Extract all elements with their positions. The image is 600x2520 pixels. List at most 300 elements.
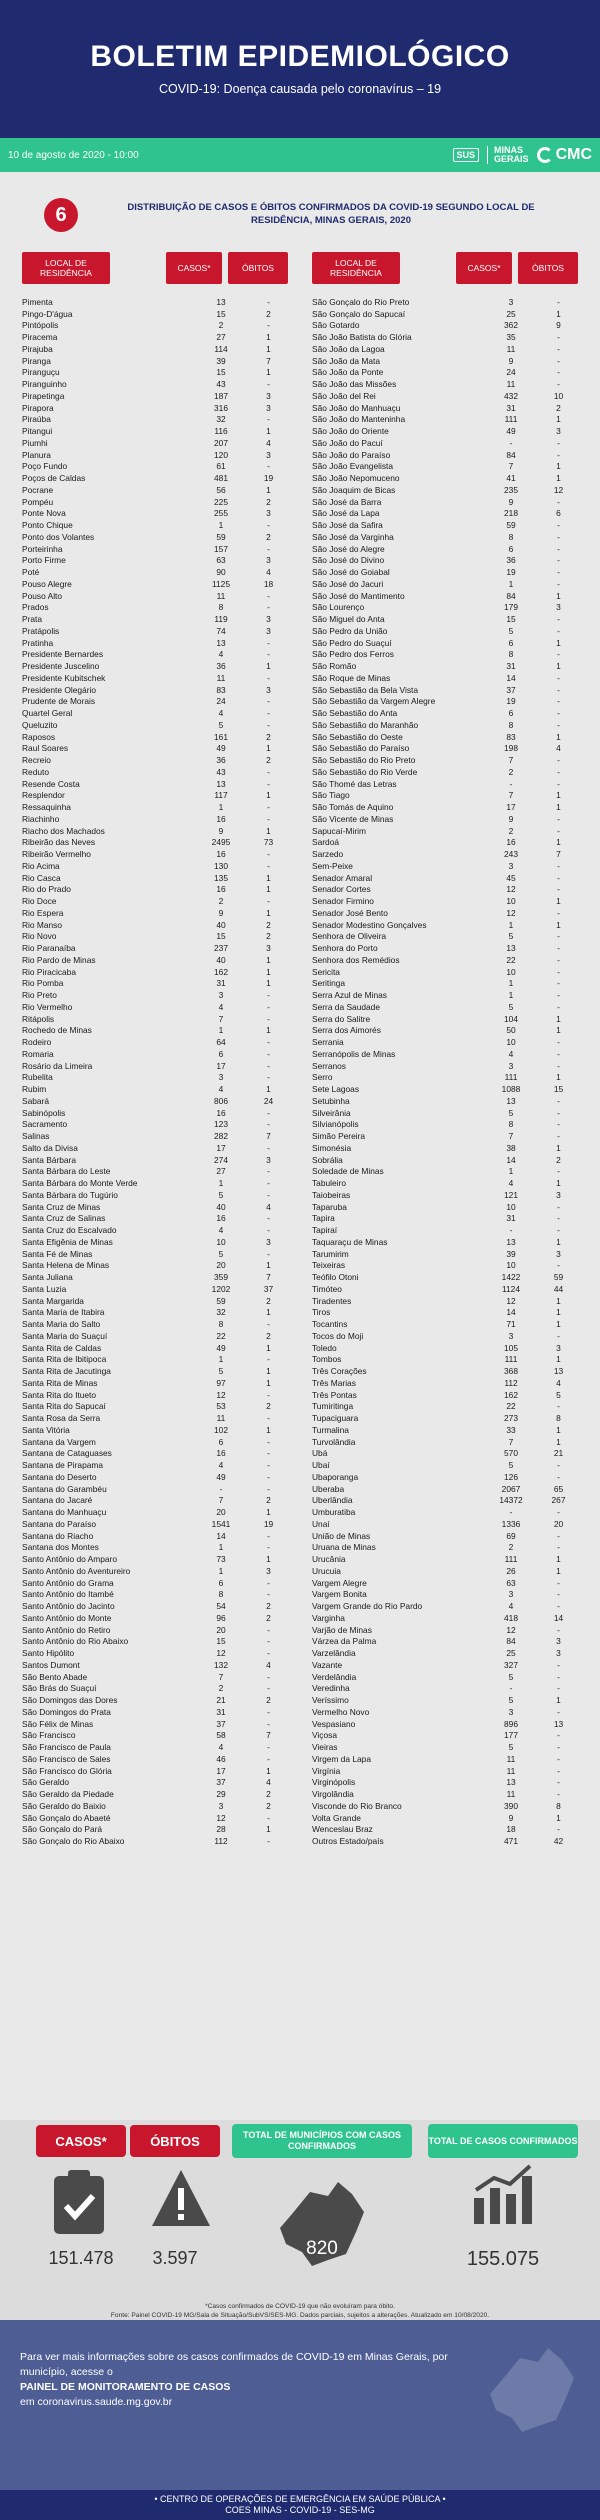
casos-value: 31 [506, 661, 516, 672]
casos-value: 12 [216, 1648, 226, 1659]
obitos-value: 1 [266, 343, 271, 354]
municipio-name: São Sebastião do Paraíso [312, 743, 410, 754]
obitos-value: - [267, 1671, 270, 1682]
casos-value: 43 [216, 379, 226, 390]
table-row [22, 1471, 292, 1483]
municipio-name: Piranguçu [22, 367, 60, 378]
municipio-name: São Sebastião do Maranhão [312, 719, 419, 730]
casos-value: 35 [506, 332, 516, 343]
casos-value: 32 [216, 1307, 226, 1318]
municipio-name: Pingo-D'água [22, 308, 73, 319]
casos-value: 104 [504, 1013, 518, 1024]
casos-value: 50 [506, 1025, 516, 1036]
casos-value: 3 [218, 990, 224, 1001]
casos-value: 5 [218, 719, 224, 730]
municipio-name: São Pedro do Suaçuí [312, 637, 392, 648]
casos-value: 112 [504, 1377, 518, 1388]
obitos-value: 3 [556, 1248, 561, 1259]
casos-value: 1 [508, 990, 514, 1001]
municipio-name: Tarumirim [312, 1248, 349, 1259]
municipio-name: Santo Antônio do Rio Abaixo [22, 1636, 129, 1647]
casos-value: 5 [508, 1742, 514, 1753]
casos-value: 7 [218, 1671, 224, 1682]
municipio-name: Rubelita [22, 1072, 53, 1083]
table-row [312, 719, 582, 731]
obitos-value: - [557, 943, 560, 954]
table-row [22, 437, 292, 449]
municipio-name: São José da Lapa [312, 508, 380, 519]
municipio-name: Santa Margarida [22, 1295, 84, 1306]
table-row [22, 1260, 292, 1272]
table-row [22, 1095, 292, 1107]
obitos-value: - [267, 590, 270, 601]
table-row [22, 1718, 292, 1730]
casos-value: 22 [506, 1401, 516, 1412]
obitos-value: - [557, 437, 560, 448]
obitos-value: 1 [266, 743, 271, 754]
table-row [22, 1224, 292, 1236]
municipio-name: União de Minas [312, 1530, 371, 1541]
obitos-value: - [267, 1812, 270, 1823]
obitos-value: 4 [266, 1659, 271, 1670]
obitos-value: 1 [266, 884, 271, 895]
table-row [22, 978, 292, 990]
casos-value: 26 [506, 1565, 516, 1576]
municipio-name: Santana de Pirapama [22, 1460, 104, 1471]
obitos-value: 1 [556, 1565, 561, 1576]
casos-value: 14372 [499, 1495, 523, 1506]
casos-value: 105 [504, 1342, 518, 1353]
casos-value: 69 [506, 1530, 516, 1541]
table-row [312, 1577, 582, 1589]
municipio-name: Vazante [312, 1659, 343, 1670]
municipio-name: São Gonçalo do Sapucaí [312, 308, 406, 319]
table-row [22, 531, 292, 543]
municipio-name: Pouso Alto [22, 590, 63, 601]
obitos-value: 37 [263, 1283, 274, 1294]
obitos-value: 1 [266, 1424, 271, 1435]
obitos-value: 1 [556, 461, 561, 472]
municipio-name: Taiobeiras [312, 1189, 351, 1200]
municipio-name: Tocantins [312, 1319, 348, 1330]
table-row [312, 1506, 582, 1518]
table-row [22, 907, 292, 919]
table-row [22, 966, 292, 978]
casos-value: 10 [506, 896, 516, 907]
casos-value: 21 [216, 1695, 226, 1706]
municipio-name: Santana do Paraíso [22, 1518, 97, 1529]
minas-gerais-map-outline-icon [482, 2340, 582, 2440]
table-row [22, 743, 292, 755]
casos-value: 12 [216, 1812, 226, 1823]
table-row [312, 449, 582, 461]
table-row [22, 1824, 292, 1836]
municipio-name: São Geraldo do Baixio [22, 1800, 106, 1811]
obitos-value: 1 [556, 1178, 561, 1189]
municipio-name: São Félix de Minas [22, 1718, 94, 1729]
municipio-name: Santana do Manhuaçu [22, 1507, 107, 1518]
table-row [22, 390, 292, 402]
casos-value: 4 [508, 1178, 514, 1189]
municipio-name: Sarzedo [312, 849, 344, 860]
casos-value: 1 [508, 578, 514, 589]
table-row [22, 602, 292, 614]
obitos-value: 24 [263, 1095, 274, 1106]
obitos-value: 9 [556, 320, 561, 331]
casos-value: 1 [508, 978, 514, 989]
table-row [22, 1483, 292, 1495]
obitos-value: - [557, 1742, 560, 1753]
table-row [312, 1753, 582, 1765]
casos-value: 27 [216, 1166, 226, 1177]
table-row [22, 942, 292, 954]
table-row [312, 942, 582, 954]
casos-value: 10 [506, 966, 516, 977]
casos-value: 5 [218, 1366, 224, 1377]
casos-value: 2495 [211, 837, 231, 848]
cmc-ring-icon [537, 147, 553, 163]
casos-value: 119 [214, 614, 228, 625]
casos-value: 38 [506, 1142, 516, 1153]
table-row [22, 1753, 292, 1765]
casos-value: 362 [504, 320, 518, 331]
footnote: *Casos confirmados de COVID-19 que não evoluíram para óbito. Fonte: Painel COVID-19 MG/Sala de Situação/SubVS/SES-MG. Dados parciais, sujeitos a alterações. Atualizado em 10/08/2020. [110, 2303, 490, 2319]
monitoring-panel-link[interactable]: PAINEL DE MONITORAMENTO DE CASOS [20, 2381, 231, 2393]
table-row [22, 367, 292, 379]
municipio-name: São Sebastião da Bela Vista [312, 684, 419, 695]
municipio-name: Sardoá [312, 837, 340, 848]
municipio-name: Rio Pardo de Minas [22, 954, 96, 965]
municipio-name: Queluzito [22, 719, 58, 730]
casos-value: 179 [504, 602, 518, 613]
obitos-value: - [557, 496, 560, 507]
municipio-name: Vieiras [312, 1742, 338, 1753]
municipio-name: São Francisco [22, 1730, 76, 1741]
obitos-value: 267 [551, 1495, 566, 1506]
casos-value: 22 [216, 1330, 226, 1341]
casos-value: 8 [508, 719, 514, 730]
table-row [22, 449, 292, 461]
municipio-name: Prados [22, 602, 49, 613]
casos-value: 28 [216, 1824, 226, 1835]
table-row [22, 543, 292, 555]
casos-value: 11 [506, 1789, 516, 1800]
obitos-value: 4 [556, 1377, 561, 1388]
casos-value: 3 [508, 296, 514, 307]
table-row [312, 989, 582, 1001]
municipio-name: Senador Amaral [312, 872, 373, 883]
municipio-name: Santa Rita de Ibitipoca [22, 1354, 107, 1365]
casos-value: 5 [508, 1001, 514, 1012]
table-row [22, 1788, 292, 1800]
municipio-name: Rio Espera [22, 907, 64, 918]
total-value: 155.075 [466, 2248, 540, 2270]
municipio-name: São Bento Abade [22, 1671, 88, 1682]
casos-value: 4 [218, 1742, 224, 1753]
table-row [312, 954, 582, 966]
municipio-name: Pouso Alegre [22, 578, 72, 589]
table-row [312, 790, 582, 802]
municipio-name: São João del Rei [312, 390, 376, 401]
table-row [312, 437, 582, 449]
table-row [312, 660, 582, 672]
casos-value: 40 [216, 919, 226, 930]
municipio-name: Rio Pomba [22, 978, 64, 989]
municipio-name: Tiros [312, 1307, 331, 1318]
table-row [312, 1624, 582, 1636]
municipio-name: Santo Antônio do Grama [22, 1577, 114, 1588]
municipio-name: Santana da Vargem [22, 1436, 96, 1447]
obitos-value: 4 [266, 1777, 271, 1788]
municipio-name: Uruana de Minas [312, 1542, 376, 1553]
municipio-name: Raposos [22, 731, 56, 742]
table-row [22, 1295, 292, 1307]
table-row [312, 578, 582, 590]
municipio-name: Tapira [312, 1213, 335, 1224]
obitos-value: 1 [266, 1377, 271, 1388]
table-row [312, 1318, 582, 1330]
casos-value: 22 [506, 954, 516, 965]
table-row [22, 1812, 292, 1824]
casos-value: 327 [504, 1659, 518, 1670]
municipios-label: TOTAL DE MUNICÍPIOS COM CASOS CONFIRMADOS [232, 2124, 412, 2158]
municipio-name: Santa Luzia [22, 1283, 67, 1294]
casos-value: 11 [506, 379, 516, 390]
obitos-value: - [267, 649, 270, 660]
table-row [312, 308, 582, 320]
municipio-name: Pratápolis [22, 625, 60, 636]
table-row [312, 1424, 582, 1436]
casos-value: 11 [506, 343, 516, 354]
municipio-name: Soledade de Minas [312, 1166, 384, 1177]
obitos-value: - [557, 1706, 560, 1717]
obitos-value: 10 [553, 390, 564, 401]
obitos-value: - [557, 1330, 560, 1341]
table-row [312, 1224, 582, 1236]
casos-value: 97 [216, 1377, 226, 1388]
obitos-value: - [557, 1507, 560, 1518]
table-row [22, 1589, 292, 1601]
table-row [22, 931, 292, 943]
obitos-value: - [557, 1048, 560, 1059]
casos-value: 31 [216, 1706, 226, 1717]
casos-value: 2 [218, 896, 224, 907]
table-row [22, 425, 292, 437]
casos-value: 274 [214, 1154, 228, 1165]
table-row [312, 813, 582, 825]
obitos-value: 3 [266, 1565, 271, 1576]
obitos-value: - [557, 1601, 560, 1612]
casos-value: 9 [508, 1812, 514, 1823]
obitos-value: - [557, 766, 560, 777]
table-row [22, 472, 292, 484]
table-row [22, 766, 292, 778]
table-row [22, 1283, 292, 1295]
municipio-name: Silveirânia [312, 1107, 351, 1118]
municipio-name: São Sebastião do Oeste [312, 731, 403, 742]
obitos-value: 2 [266, 731, 271, 742]
municipio-name: Rio Novo [22, 931, 57, 942]
municipio-name: Unaí [312, 1518, 330, 1529]
casos-value: 9 [508, 496, 514, 507]
casos-value: - [509, 437, 513, 448]
municipio-name: Vargem Alegre [312, 1577, 367, 1588]
obitos-value: - [267, 778, 270, 789]
table-row [22, 1671, 292, 1683]
obitos-value: - [267, 813, 270, 824]
casos-value: 4 [218, 1084, 224, 1095]
obitos-value: - [557, 343, 560, 354]
municipio-name: Santa Rita de Jacutinga [22, 1366, 111, 1377]
municipio-name: Simonésia [312, 1142, 352, 1153]
casos-value: 111 [504, 1072, 518, 1083]
table-row [22, 496, 292, 508]
municipio-name: Toledo [312, 1342, 337, 1353]
table-row [22, 1600, 292, 1612]
table-row [312, 754, 582, 766]
casos-value: 9 [508, 355, 514, 366]
obitos-value: - [267, 1683, 270, 1694]
municipio-name: São José da Varginha [312, 531, 394, 542]
table-row [312, 1177, 582, 1189]
obitos-value: - [267, 1577, 270, 1588]
table-row [312, 1659, 582, 1671]
obitos-value: 3 [266, 390, 271, 401]
municipio-name: Serranos [312, 1060, 346, 1071]
obitos-value: - [557, 1753, 560, 1764]
municipio-name: Pirapora [22, 402, 54, 413]
table-row [312, 613, 582, 625]
casos-value: 1 [218, 520, 224, 531]
casos-value: 49 [216, 743, 226, 754]
casos-value: 49 [216, 1471, 226, 1482]
municipio-name: Teófilo Otoni [312, 1272, 359, 1283]
municipio-name: Turmalina [312, 1424, 349, 1435]
municipio-name: Tocos do Moji [312, 1330, 364, 1341]
table-row [312, 378, 582, 390]
obitos-value: 65 [553, 1483, 564, 1494]
casos-value: 121 [504, 1189, 518, 1200]
casos-value: 84 [506, 449, 516, 460]
casos-value: 432 [504, 390, 518, 401]
casos-value: 12 [216, 1389, 226, 1400]
table-row [22, 989, 292, 1001]
municipio-name: Varzelândia [312, 1648, 356, 1659]
obitos-value: - [557, 649, 560, 660]
municipio-name: Senador José Bento [312, 907, 388, 918]
municipio-name: Santa Efigênia de Minas [22, 1236, 113, 1247]
obitos-value: 1 [266, 426, 271, 437]
municipio-name: Piranga [22, 355, 51, 366]
obitos-value: 3 [266, 943, 271, 954]
table-row [312, 414, 582, 426]
obitos-value: - [267, 990, 270, 1001]
casos-value: 59 [216, 531, 226, 542]
obitos-value: 1 [556, 1319, 561, 1330]
municipio-name: Tombos [312, 1354, 342, 1365]
municipio-name: Santos Dumont [22, 1659, 80, 1670]
minas-gerais-logo: MINAS GERAIS [487, 146, 529, 164]
obitos-value: - [557, 567, 560, 578]
municipio-name: Santa Rita do Itueto [22, 1389, 97, 1400]
obitos-value: 8 [556, 1413, 561, 1424]
table-row [22, 613, 292, 625]
obitos-value: - [557, 355, 560, 366]
table-row [312, 1647, 582, 1659]
casos-value: 33 [506, 1424, 516, 1435]
municipio-name: São João da Mata [312, 355, 380, 366]
table-row [312, 825, 582, 837]
table-row [22, 1036, 292, 1048]
table-row [22, 343, 292, 355]
table-row [22, 1307, 292, 1319]
table-row [22, 1354, 292, 1366]
table-row [22, 696, 292, 708]
casos-value: 14 [216, 1530, 226, 1541]
casos-value: 7 [508, 1131, 514, 1142]
municipio-name: Wenceslau Braz [312, 1824, 373, 1835]
casos-value: 15 [216, 1636, 226, 1647]
obitos-value: - [267, 849, 270, 860]
obitos-value: - [557, 825, 560, 836]
casos-value: 96 [216, 1612, 226, 1623]
obitos-value: - [557, 1001, 560, 1012]
casos-value: 1 [218, 1178, 224, 1189]
casos-value: 1541 [211, 1518, 231, 1529]
casos-value: 5 [508, 1107, 514, 1118]
municipio-name: Pompéu [22, 496, 54, 507]
casos-value: 31 [506, 1213, 516, 1224]
municipio-name: Serra dos Aimorés [312, 1025, 381, 1036]
table-row [312, 1612, 582, 1624]
municipio-name: Santana do Deserto [22, 1471, 97, 1482]
obitos-value: 4 [266, 1201, 271, 1212]
municipio-name: Pimenta [22, 296, 53, 307]
casos-value: 40 [216, 954, 226, 965]
table-row [22, 684, 292, 696]
municipio-name: Raul Soares [22, 743, 69, 754]
table-row [22, 566, 292, 578]
casos-value: 61 [216, 461, 226, 472]
municipio-name: Tupaciguara [312, 1413, 359, 1424]
table-row [22, 754, 292, 766]
bottom-banner: • CENTRO DE OPERAÇÕES DE EMERGÊNCIA EM SAÚDE PÚBLICA • COES MINAS - COVID-19 - SES-MG [0, 2490, 600, 2520]
casos-value: 13 [506, 943, 516, 954]
casos-value: 19 [506, 567, 516, 578]
municipio-name: Silvianópolis [312, 1119, 359, 1130]
obitos-value: - [267, 1013, 270, 1024]
table-row [22, 1647, 292, 1659]
obitos-value: - [557, 1671, 560, 1682]
municipio-name: Viçosa [312, 1730, 337, 1741]
casos-value: - [509, 778, 513, 789]
municipio-name: Uberlândia [312, 1495, 353, 1506]
obitos-value: - [267, 1354, 270, 1365]
municipio-name: Presidente Juscelino [22, 661, 100, 672]
obitos-value: - [267, 719, 270, 730]
casos-value: 2 [508, 1542, 514, 1553]
table-row [22, 331, 292, 343]
municipio-name: São Thomé das Letras [312, 778, 397, 789]
table-row [22, 1412, 292, 1424]
obitos-value: - [557, 872, 560, 883]
obitos-value: - [557, 1213, 560, 1224]
table-row [312, 1483, 582, 1495]
municipio-name: Santa Helena de Minas [22, 1260, 110, 1271]
table-row [22, 837, 292, 849]
municipio-name: Santa Cruz de Salinas [22, 1213, 106, 1224]
obitos-value: - [557, 1060, 560, 1071]
